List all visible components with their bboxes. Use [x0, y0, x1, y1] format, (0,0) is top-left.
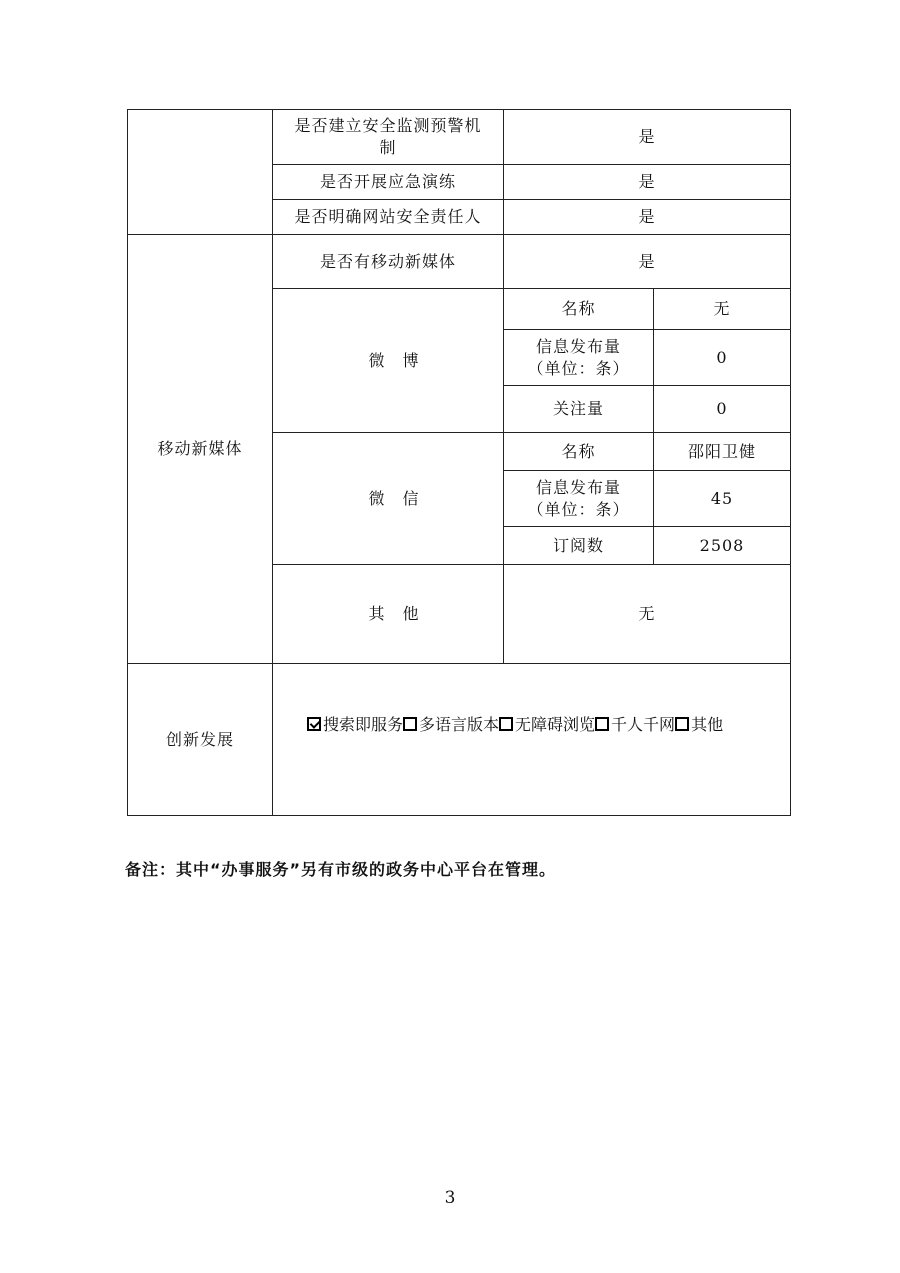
wechat-posts-label-line1: 信息发布量 — [535, 477, 621, 497]
weibo-posts-label-line2: （单位：条） — [527, 358, 630, 378]
innovation-options — [273, 664, 791, 816]
mobile-section-label: 移动新媒体 — [128, 235, 273, 664]
footnote: 备注：其中“办事服务”另有市级的政务中心平台在管理。 — [125, 860, 557, 879]
weibo-followers-value: 0 — [654, 386, 791, 433]
security-a2: 是 — [504, 165, 791, 200]
security-q3: 是否明确网站安全责任人 — [273, 200, 504, 235]
weibo-name-value: 无 — [654, 289, 791, 330]
security-q2: 是否开展应急演练 — [273, 165, 504, 200]
weibo-posts-label-line1: 信息发布量 — [535, 336, 621, 356]
weibo-label: 微 博 — [273, 289, 504, 433]
option-label: 搜索即服务 — [323, 715, 404, 734]
option-accessibility[interactable] — [499, 714, 595, 736]
wechat-name-value: 邵阳卫健 — [654, 433, 791, 471]
wechat-posts-value: 45 — [654, 471, 791, 527]
weibo-posts-label — [504, 330, 654, 386]
option-search-service[interactable] — [307, 714, 403, 736]
report-table — [127, 109, 791, 816]
option-label: 无障碍浏览 — [515, 715, 596, 734]
innovation-label: 创新发展 — [128, 664, 273, 816]
checkbox-icon[interactable] — [403, 717, 417, 731]
page-number: 3 — [444, 1188, 456, 1208]
option-other[interactable] — [675, 714, 723, 736]
security-a1: 是 — [504, 110, 791, 165]
checkbox-icon[interactable] — [595, 717, 609, 731]
wechat-subs-value: 2508 — [654, 527, 791, 565]
security-a3: 是 — [504, 200, 791, 235]
wechat-name-label: 名称 — [504, 433, 654, 471]
option-personalized[interactable] — [595, 714, 675, 736]
security-section-cell — [128, 110, 273, 235]
option-multilanguage[interactable] — [403, 714, 499, 736]
other-label: 其 他 — [273, 565, 504, 664]
wechat-subs-label: 订阅数 — [504, 527, 654, 565]
mobile-has-question: 是否有移动新媒体 — [273, 235, 504, 289]
weibo-followers-label: 关注量 — [504, 386, 654, 433]
wechat-posts-label — [504, 471, 654, 527]
wechat-posts-label-line2: （单位：条） — [527, 499, 630, 519]
wechat-label: 微 信 — [273, 433, 504, 565]
mobile-has-answer: 是 — [504, 235, 791, 289]
checkbox-icon[interactable] — [499, 717, 513, 731]
checkbox-icon[interactable] — [675, 717, 689, 731]
checked-checkbox-icon[interactable] — [307, 717, 321, 731]
option-label: 多语言版本 — [419, 715, 500, 734]
option-label: 千人千网 — [611, 715, 676, 734]
security-q1: 是否建立安全监测预警机制 — [273, 110, 504, 165]
weibo-name-label: 名称 — [504, 289, 654, 330]
other-value: 无 — [504, 565, 791, 664]
option-label: 其他 — [691, 715, 724, 734]
weibo-posts-value: 0 — [654, 330, 791, 386]
